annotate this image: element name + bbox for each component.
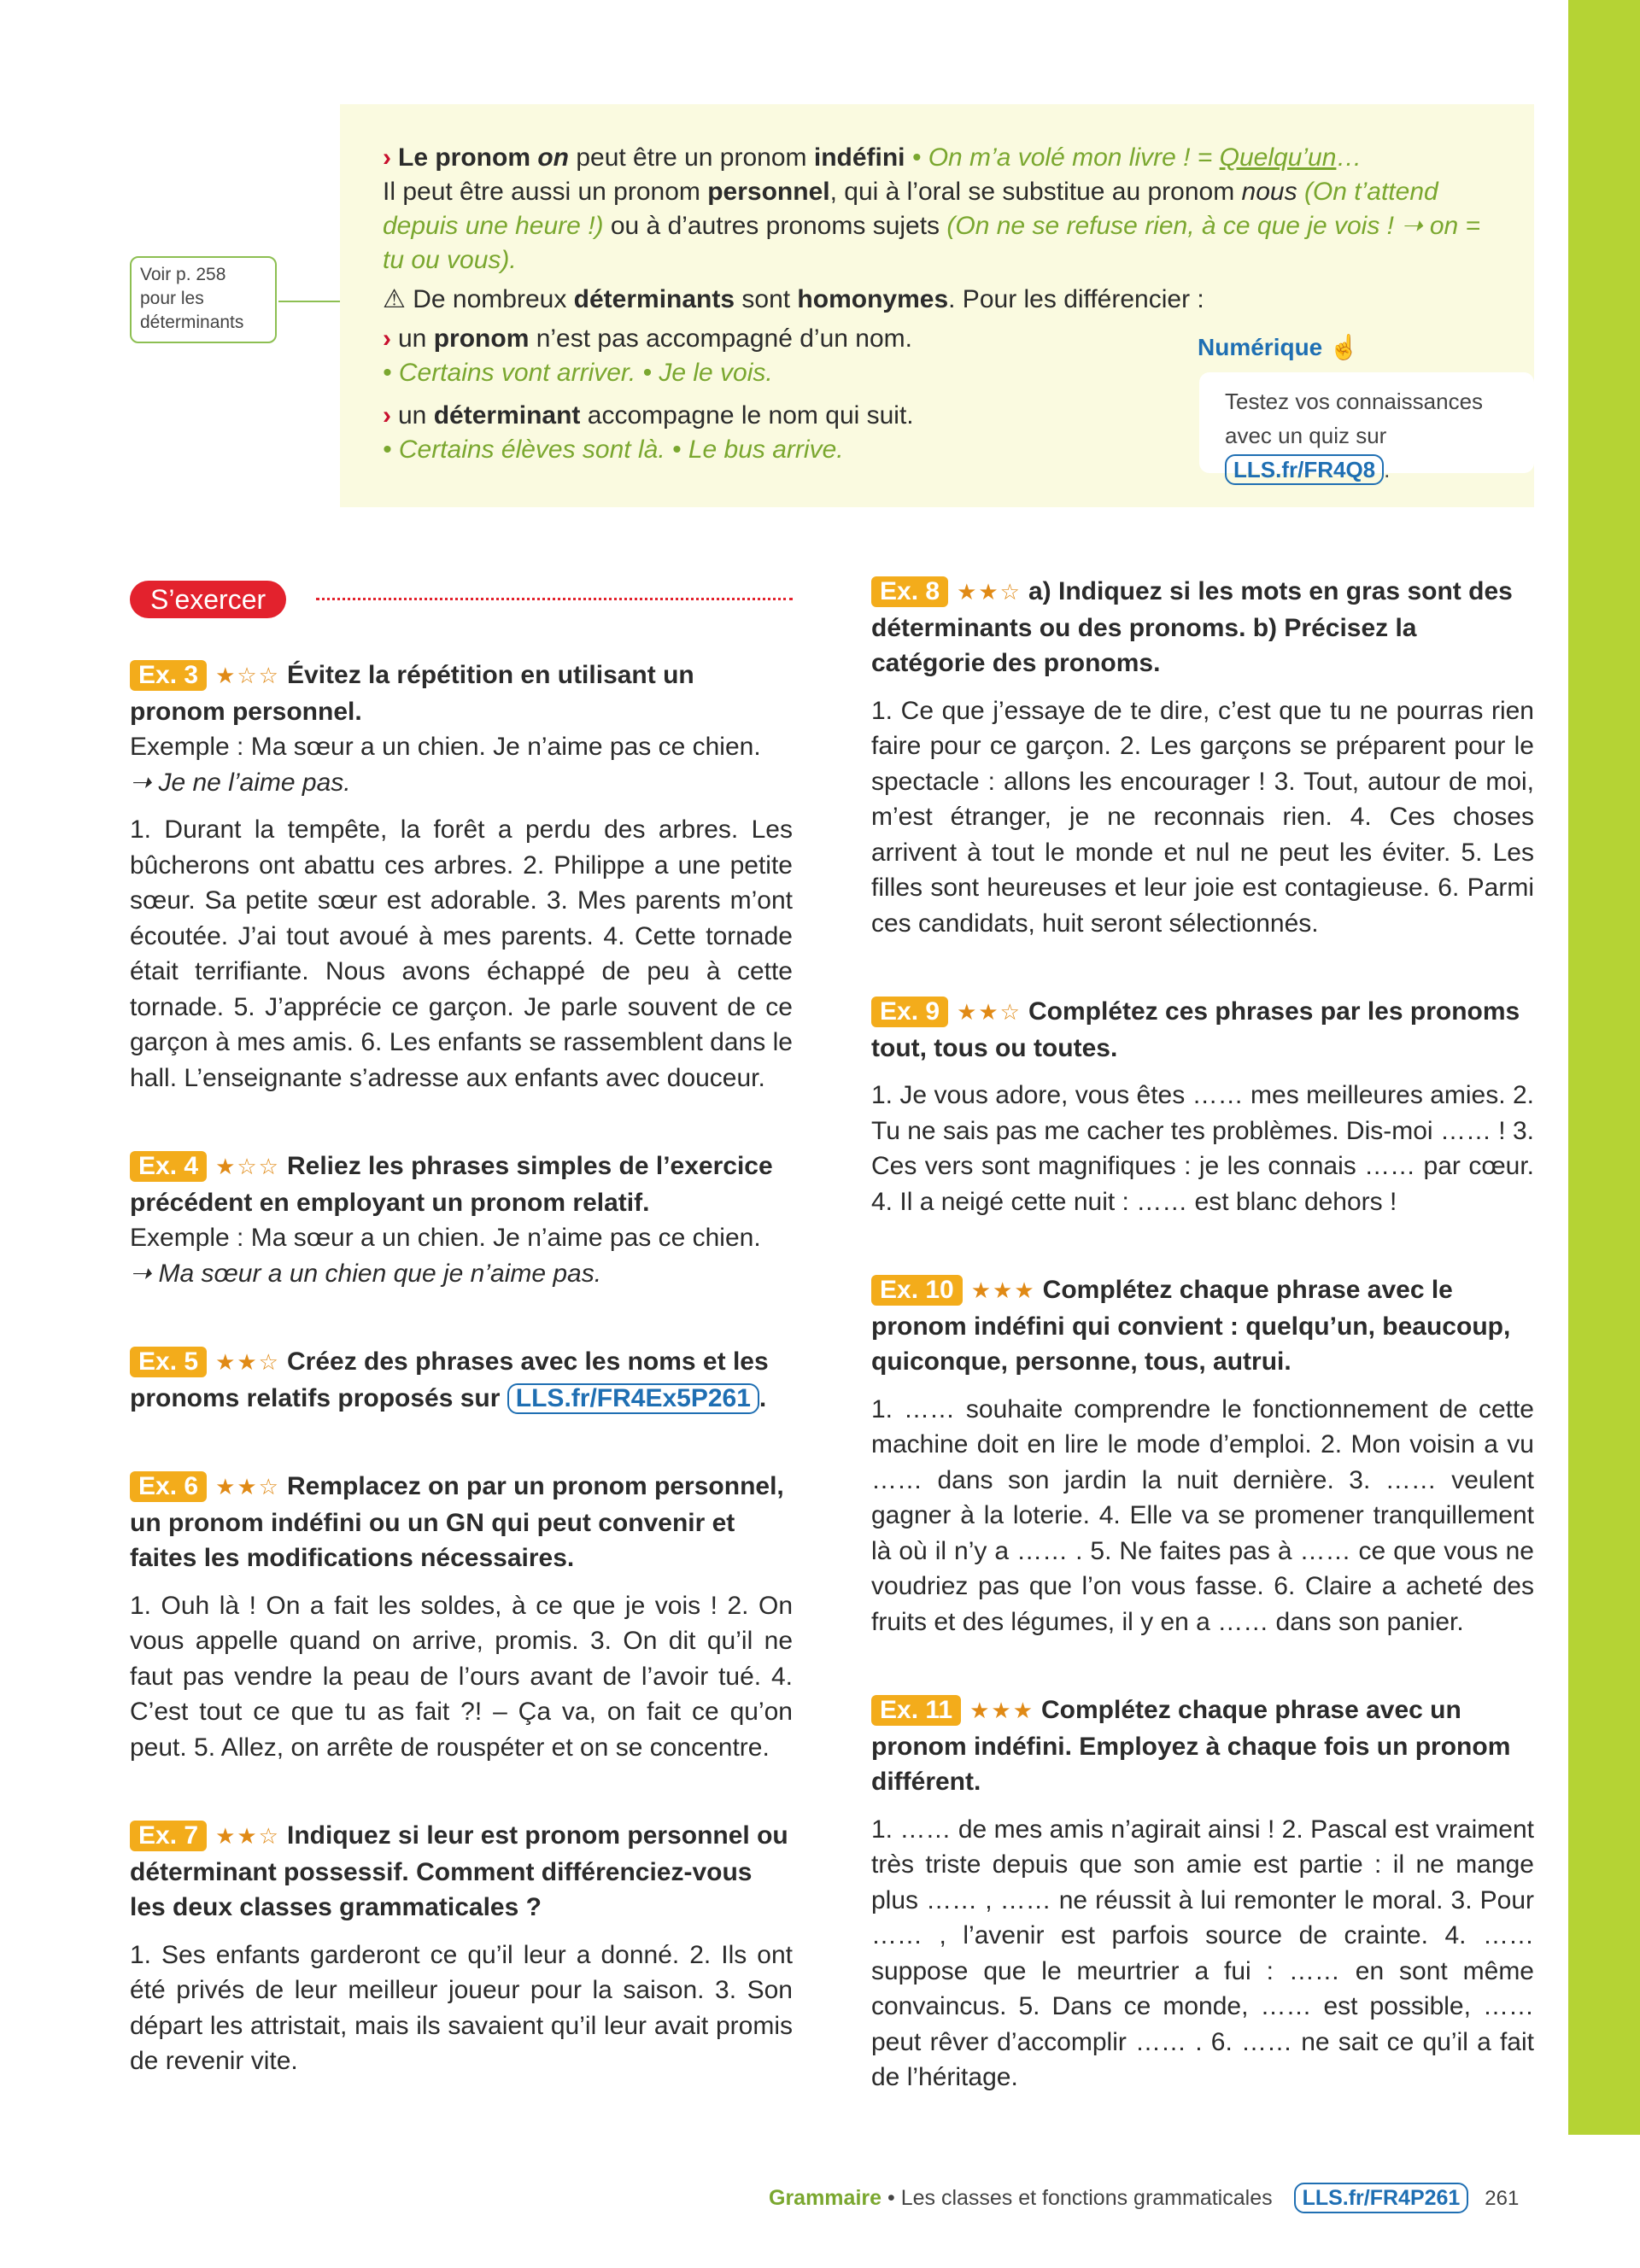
exercise-title: Complétez ces phrases par les pronoms tout, tous ou toutes. (871, 997, 1520, 1062)
exercise-items: 1. Je vous adore, vous êtes …… mes meilleures amies. 2. Tu ne sais pas me cacher tes problèmes. Dis-moi …… ! 3. Ces vers sont magnifiques : je les connais …… par cœur. 4. Il a neigé cette nuit : …… est blanc dehors ! (871, 1081, 1534, 1216)
lesson-text-part: déterminants (573, 285, 735, 313)
lesson-text-part: un (398, 401, 434, 430)
exercise-example-answer: ➝ Je ne l’aime pas. (130, 768, 351, 797)
side-color-bar (1568, 0, 1640, 2135)
quiz-link[interactable]: LLS.fr/FR4Q8 (1225, 454, 1384, 485)
exercise-4 (130, 1149, 793, 1291)
note-connector (278, 301, 340, 302)
exercise-5 (130, 1344, 793, 1416)
difficulty-stars: ★★☆ (215, 1823, 280, 1849)
section-divider (316, 598, 793, 600)
exercise-9 (871, 994, 1534, 1219)
chevron-icon: › (383, 324, 391, 353)
footer-link[interactable]: LLS.fr/FR4P261 (1294, 2183, 1469, 2213)
exercise-items: 1. Ses enfants garderont ce qu’il leur a donné. 2. Ils ont été privés de leur meilleur joueur pour la saison. 3. Son départ les attristait, mais ils savaient qu’il leur avait promis de revenir vite. (130, 1940, 793, 2075)
lesson-example: … (1336, 143, 1362, 172)
footer-subject: Grammaire (769, 2186, 882, 2210)
exercise-badge: Ex. 8 (871, 576, 948, 607)
lesson-example: • Certains élèves sont là. • Le bus arrive. (383, 435, 844, 464)
exercise-example: Exemple : Ma sœur a un chien. Je n’aime pas ce chien. (130, 1224, 761, 1252)
exercise-title: Complétez chaque phrase avec un pronom indéfini. Employez à chaque fois un pronom différent. (871, 1696, 1511, 1796)
exercise-title: Remplacez on par un pronom personnel, un pronom indéfini ou un GN qui peut convenir et faites les modifications nécessaires. (130, 1472, 784, 1572)
lesson-text-part: sont (735, 285, 798, 313)
lesson-example: (On ne se refuse rien, à ce que je vois ! ➝ on = tu ou vous). (383, 212, 1481, 274)
lesson-text-part: . Pour les différencier : (948, 285, 1204, 313)
exercise-7 (130, 1818, 793, 2079)
exercise-title: Indiquez si leur est pronom personnel ou déterminant possessif. Comment différenciez-vous les deux classes grammaticales ? (130, 1821, 788, 1921)
lesson-text-part: homonymes (797, 285, 949, 313)
exercise-badge: Ex. 6 (130, 1471, 207, 1502)
page-number: 261 (1485, 2187, 1520, 2210)
tap-hand-icon: ☝ (1329, 334, 1359, 360)
exercise-items: 1. Ce que j’essaye de te dire, c’est que tu ne pourras rien faire pour ce garçon. 2. Les garçons se préparent pour le spectacle : allons les encourager ! 3. Tout, autour de moi, m’est étranger, je ne reconnais rien. 4. Ces choses arrivent à tout le monde et nul ne peut les éviter. 5. Les filles sont heureuses et leur joie est contagieuse. 6. Parmi ces candidats, huit seront sélectionnés. (871, 696, 1534, 938)
lesson-text-part: personnel (707, 178, 830, 206)
lesson-example: (On t’attend depuis une heure !) (383, 178, 1438, 240)
exercise-11 (871, 1692, 1534, 2096)
numerique-label-text: Numérique (1198, 334, 1323, 360)
right-column (871, 574, 1534, 2148)
exercise-badge: Ex. 4 (130, 1151, 207, 1182)
lesson-text-part: peut être un pronom (569, 143, 814, 172)
difficulty-stars: ★★★ (970, 1277, 1036, 1303)
exercise-6 (130, 1469, 793, 1765)
exercise-title: Reliez les phrases simples de l’exercice précédent en employant un pronom relatif. (130, 1152, 773, 1217)
difficulty-stars: ★☆☆ (215, 1154, 280, 1179)
exercise-items: 1. Ouh là ! On a fait les soldes, à ce que je vois ! 2. On vous appelle quand on arrive, promis. 3. On dit qu’il ne faut pas vendre la peau de l’ours avant de l’avoir tué. 4. C’est tout ce que tu as fait ?! – Ça va, on fait ce qu’on peut. 5. Allez, on arrête de rouspéter et on se concentre. (130, 1591, 793, 1762)
exercise-title: Évitez la répétition en utilisant un pronom personnel. (130, 661, 694, 726)
margin-note: Voir p. 258 pour les déterminants (130, 256, 277, 343)
difficulty-stars: ★★★ (969, 1698, 1035, 1723)
numerique-label (1198, 333, 1359, 361)
difficulty-stars: ★★☆ (215, 1349, 280, 1375)
difficulty-stars: ★★☆ (215, 1474, 280, 1499)
numerique-box (1199, 372, 1534, 482)
lesson-example: • On m’a volé mon livre ! = (905, 143, 1220, 172)
exercise-items: 1. …… souhaite comprendre le fonctionnement de cette machine doit en lire le mode d’emploi. 2. Mon voisin a vu …… dans son jardin la nuit dernière. 3. …… veulent gagner à la loterie. 4. Elle va se promener tranquillement là où il n’y a …… . 5. Ne faites pas à …… ce que vous ne voudriez pas que l’on vous fasse. 6. Claire a acheté des fruits et des légumes, il y en a …… dans son panier. (871, 1394, 1534, 1636)
lesson-text-part: un (398, 324, 434, 353)
exercise-example-answer: ➝ Ma sœur a un chien que je n’aime pas. (130, 1259, 602, 1288)
exercise-title: Complétez chaque phrase avec le pronom indéfini qui convient : quelqu’un, beaucoup, quiconque, personne, tous, autrui. (871, 1276, 1511, 1376)
lesson-text-part: on (537, 143, 569, 172)
exercise-badge: Ex. 9 (871, 997, 948, 1027)
exercise-10 (871, 1272, 1534, 1640)
exercise-title: Créez des phrases avec les noms et les pronoms relatifs proposés sur (130, 1347, 769, 1412)
difficulty-stars: ★★☆ (957, 999, 1022, 1025)
lesson-text-part: nous (1241, 178, 1297, 206)
difficulty-stars: ★☆☆ (215, 663, 280, 688)
left-column (130, 658, 793, 2132)
lesson-text-part: déterminant (433, 401, 581, 430)
exercise-badge: Ex. 10 (871, 1275, 963, 1306)
chevron-icon: › (383, 143, 391, 172)
exercise-items: 1. …… de mes amis n’agirait ainsi ! 2. Pascal est vraiment très triste depuis que son amie est partie : il ne mange plus …… , …… ne réussit à lui remonter le moral. 3. Pour …… , l’avenir est parfois source de crainte. 4. …… suppose que le meurtrier a fui : …… en sont même convaincus. 5. Dans ce monde, …… est possible, …… peut rêver d’accomplir …… . 6. …… ne sait ce qu’il a fait de l’héritage. (871, 1815, 1534, 2091)
warning-text: ⚠ De nombreux (383, 285, 574, 313)
difficulty-stars: ★★☆ (957, 579, 1022, 605)
lesson-text-part: ou à d’autres pronoms sujets (603, 212, 947, 240)
exercise-badge: Ex. 5 (130, 1347, 207, 1377)
lesson-text-part: , qui à l’oral se substitue au pronom (829, 178, 1242, 206)
exercise-title: a) Indiquez si les mots en gras sont des déterminants ou des pronoms. b) Précisez la catégorie des pronoms. (871, 577, 1513, 677)
numerique-text: Testez vos connaissances avec un quiz sur (1225, 389, 1484, 448)
page-footer (769, 2183, 1519, 2213)
section-title: S’exercer (130, 581, 286, 618)
lesson-example: • Certains vont arriver. • Je le vois. (383, 359, 773, 387)
lesson-text-part: indéfini (813, 143, 905, 172)
footer-chapter: Les classes et fonctions grammaticales (900, 2186, 1273, 2210)
exercise-title: . (758, 1383, 767, 1412)
exercise-badge: Ex. 7 (130, 1821, 207, 1851)
exercise-link[interactable]: LLS.fr/FR4Ex5P261 (507, 1383, 759, 1414)
footer-separator: • (882, 2186, 901, 2210)
lesson-text-part: accompagne le nom qui suit. (580, 401, 914, 430)
lesson-text-part: n’est pas accompagné d’un nom. (529, 324, 912, 353)
exercise-items: 1. Durant la tempête, la forêt a perdu des arbres. Les bûcherons ont abattu ces arbres. 2. Philippe a une petite sœur. Sa petite sœur est adorable. 3. Mes parents m’ont écoutée. J’ai tout avoué à mes parents. 4. Cette tornade était terrifiante. Nous avons échappé de peu à cette tornade. 5. J’apprécie ce garçon. Je parle souvent de ce garçon à mes amis. 6. Les enfants se rassemblent dans le hall. L’enseignante s’adresse aux enfants avec douceur. (130, 815, 793, 1092)
lesson-text-part: pronom (433, 324, 530, 353)
numerique-text: . (1384, 457, 1391, 482)
chevron-icon: › (383, 401, 391, 430)
exercise-badge: Ex. 3 (130, 660, 207, 691)
exercise-3 (130, 658, 793, 1096)
exercise-badge: Ex. 11 (871, 1695, 961, 1726)
lesson-text-part: Il peut être aussi un pronom (383, 178, 708, 206)
lesson-example: Quelqu’un (1219, 143, 1337, 172)
lesson-text-part: Le pronom (398, 143, 538, 172)
exercise-8 (871, 574, 1534, 941)
exercise-example: Exemple : Ma sœur a un chien. Je n’aime pas ce chien. (130, 733, 761, 761)
